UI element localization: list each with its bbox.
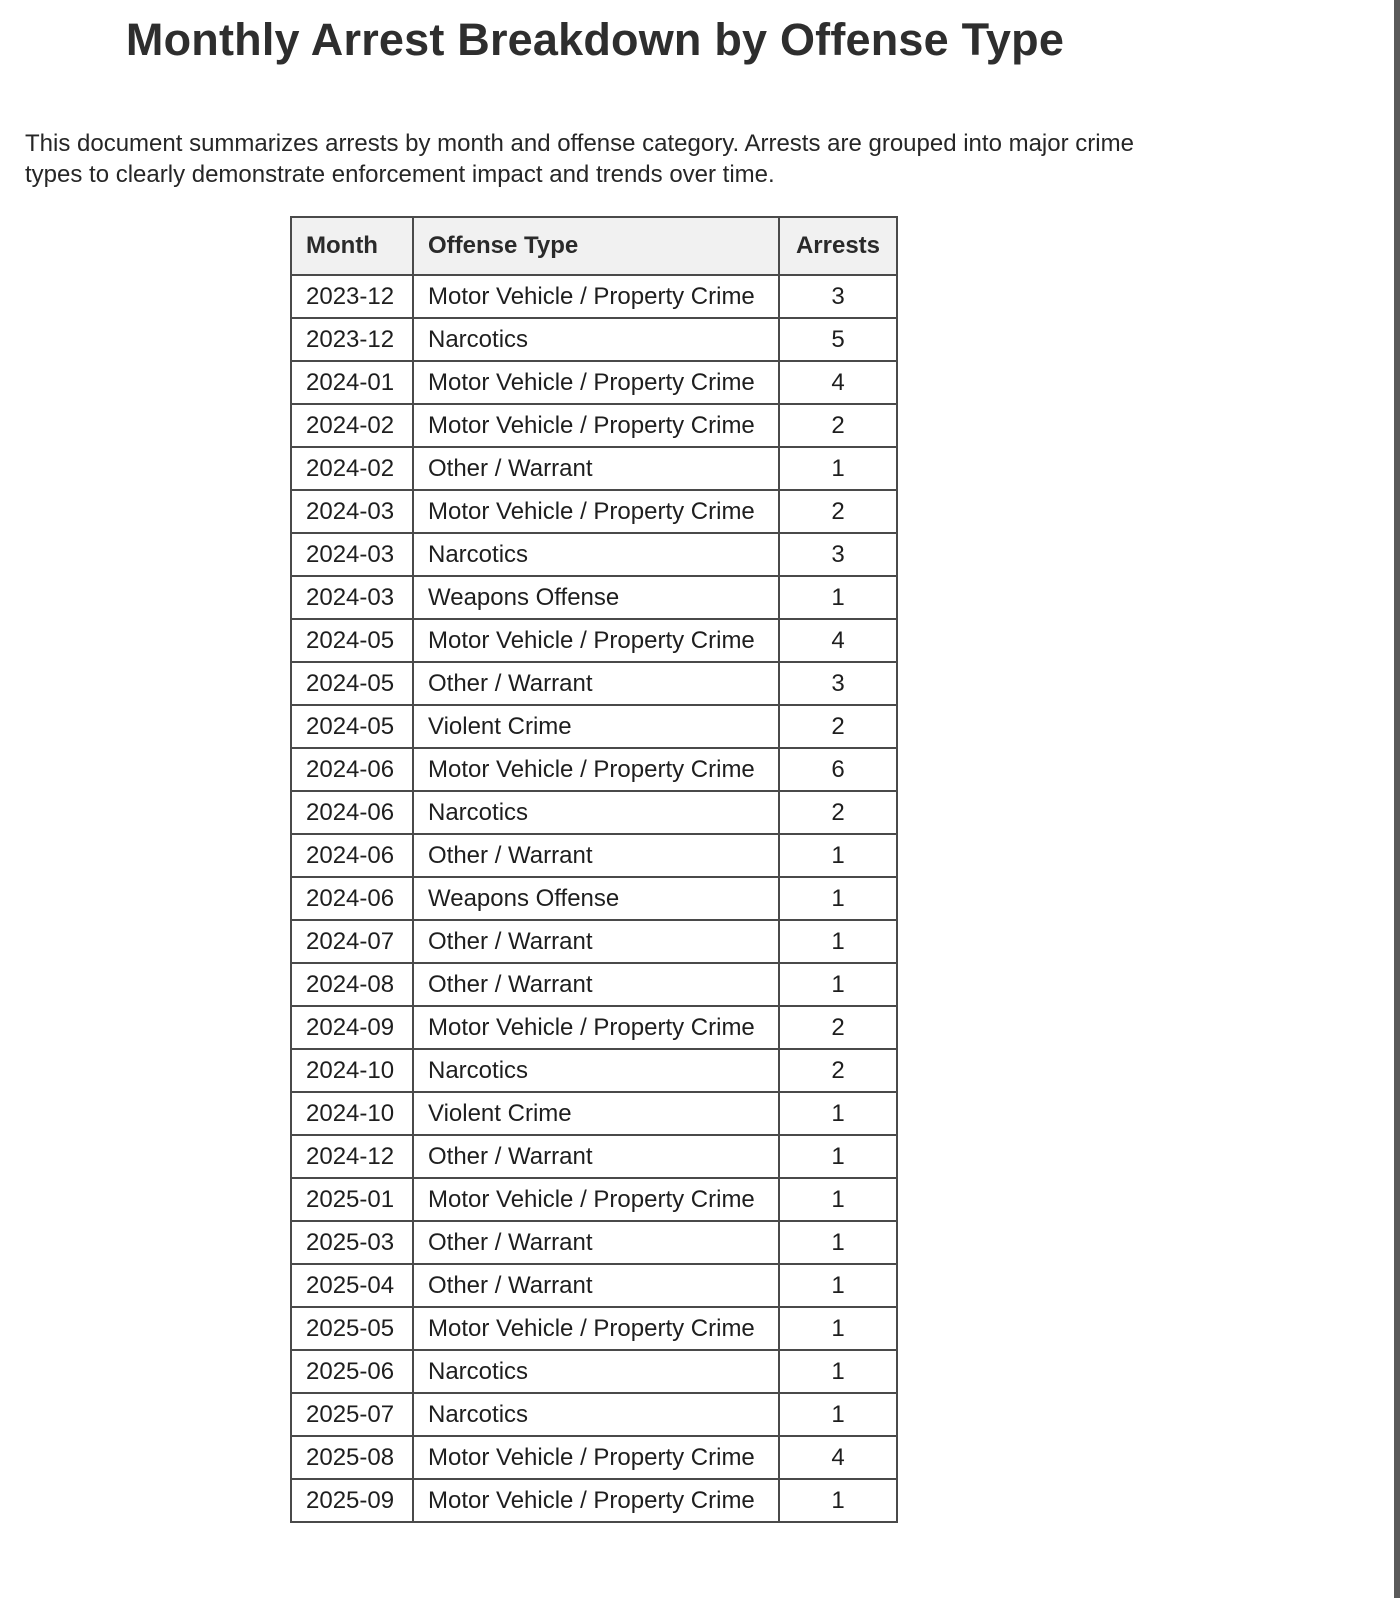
arrests-cell: 1 <box>779 447 897 490</box>
page-edge-bar <box>1394 0 1400 1598</box>
table-row <box>291 1092 897 1135</box>
month-cell: 2024-06 <box>291 791 413 834</box>
arrests-cell: 3 <box>779 662 897 705</box>
month-cell: 2024-06 <box>291 748 413 791</box>
offense-type-cell: Other / Warrant <box>413 1264 779 1307</box>
table-row <box>291 662 897 705</box>
table-row <box>291 1479 897 1522</box>
month-cell: 2023-12 <box>291 275 413 318</box>
table-row <box>291 748 897 791</box>
arrests-cell: 1 <box>779 1350 897 1393</box>
offense-type-cell: Motor Vehicle / Property Crime <box>413 1006 779 1049</box>
table-row <box>291 1006 897 1049</box>
month-cell: 2025-01 <box>291 1178 413 1221</box>
table-row <box>291 1350 897 1393</box>
arrests-cell: 1 <box>779 1307 897 1350</box>
table-row <box>291 1221 897 1264</box>
offense-type-cell: Motor Vehicle / Property Crime <box>413 1436 779 1479</box>
offense-type-cell: Violent Crime <box>413 1092 779 1135</box>
offense-type-cell: Motor Vehicle / Property Crime <box>413 748 779 791</box>
month-cell: 2024-07 <box>291 920 413 963</box>
arrests-cell: 6 <box>779 748 897 791</box>
offense-type-cell: Narcotics <box>413 533 779 576</box>
table-row <box>291 834 897 877</box>
header-offense-type: Offense Type <box>413 217 779 275</box>
offense-type-cell: Other / Warrant <box>413 1135 779 1178</box>
offense-type-cell: Weapons Offense <box>413 576 779 619</box>
arrests-cell: 1 <box>779 1393 897 1436</box>
arrests-cell: 4 <box>779 1436 897 1479</box>
offense-type-cell: Narcotics <box>413 1049 779 1092</box>
table-row <box>291 576 897 619</box>
month-cell: 2024-09 <box>291 1006 413 1049</box>
table-header-row <box>291 217 897 275</box>
offense-type-cell: Other / Warrant <box>413 1221 779 1264</box>
arrests-cell: 1 <box>779 1178 897 1221</box>
arrests-cell: 1 <box>779 1479 897 1522</box>
arrests-cell: 2 <box>779 705 897 748</box>
month-cell: 2025-04 <box>291 1264 413 1307</box>
arrests-cell: 3 <box>779 533 897 576</box>
month-cell: 2023-12 <box>291 318 413 361</box>
month-cell: 2025-07 <box>291 1393 413 1436</box>
table-row <box>291 1307 897 1350</box>
table-row <box>291 1049 897 1092</box>
arrests-cell: 4 <box>779 619 897 662</box>
table-row <box>291 1178 897 1221</box>
table-row <box>291 920 897 963</box>
arrests-cell: 2 <box>779 1049 897 1092</box>
month-cell: 2024-10 <box>291 1092 413 1135</box>
offense-type-cell: Other / Warrant <box>413 834 779 877</box>
arrests-cell: 1 <box>779 1264 897 1307</box>
table-row <box>291 1264 897 1307</box>
offense-type-cell: Motor Vehicle / Property Crime <box>413 1178 779 1221</box>
table-row <box>291 1436 897 1479</box>
month-cell: 2024-01 <box>291 361 413 404</box>
month-cell: 2025-06 <box>291 1350 413 1393</box>
offense-type-cell: Other / Warrant <box>413 447 779 490</box>
arrests-cell: 1 <box>779 1221 897 1264</box>
arrests-cell: 4 <box>779 361 897 404</box>
month-cell: 2024-03 <box>291 490 413 533</box>
table-row <box>291 963 897 1006</box>
offense-type-cell: Narcotics <box>413 791 779 834</box>
month-cell: 2024-02 <box>291 404 413 447</box>
table-row <box>291 318 897 361</box>
arrests-cell: 1 <box>779 877 897 920</box>
offense-type-cell: Violent Crime <box>413 705 779 748</box>
table-row <box>291 361 897 404</box>
table-row <box>291 619 897 662</box>
table-row <box>291 490 897 533</box>
offense-type-cell: Motor Vehicle / Property Crime <box>413 361 779 404</box>
offense-type-cell: Motor Vehicle / Property Crime <box>413 1479 779 1522</box>
arrests-cell: 1 <box>779 920 897 963</box>
table-body <box>291 275 897 1522</box>
table-row <box>291 705 897 748</box>
month-cell: 2024-06 <box>291 877 413 920</box>
month-cell: 2025-08 <box>291 1436 413 1479</box>
month-cell: 2025-05 <box>291 1307 413 1350</box>
document-title: Monthly Arrest Breakdown by Offense Type <box>125 14 1065 65</box>
offense-type-cell: Other / Warrant <box>413 920 779 963</box>
offense-type-cell: Other / Warrant <box>413 963 779 1006</box>
month-cell: 2024-03 <box>291 533 413 576</box>
month-cell: 2024-12 <box>291 1135 413 1178</box>
offense-type-cell: Narcotics <box>413 318 779 361</box>
arrests-cell: 1 <box>779 963 897 1006</box>
month-cell: 2025-03 <box>291 1221 413 1264</box>
month-cell: 2024-02 <box>291 447 413 490</box>
table-row <box>291 447 897 490</box>
table-row <box>291 1393 897 1436</box>
offense-type-cell: Weapons Offense <box>413 877 779 920</box>
month-cell: 2024-10 <box>291 1049 413 1092</box>
table-row <box>291 791 897 834</box>
arrests-cell: 1 <box>779 834 897 877</box>
month-cell: 2024-05 <box>291 662 413 705</box>
month-cell: 2024-08 <box>291 963 413 1006</box>
table-row <box>291 533 897 576</box>
arrests-cell: 2 <box>779 1006 897 1049</box>
month-cell: 2024-05 <box>291 619 413 662</box>
header-month: Month <box>291 217 413 275</box>
arrests-cell: 1 <box>779 1135 897 1178</box>
month-cell: 2024-06 <box>291 834 413 877</box>
month-cell: 2024-05 <box>291 705 413 748</box>
offense-type-cell: Motor Vehicle / Property Crime <box>413 619 779 662</box>
table-row <box>291 404 897 447</box>
arrests-cell: 2 <box>779 490 897 533</box>
offense-type-cell: Motor Vehicle / Property Crime <box>413 490 779 533</box>
arrests-cell: 2 <box>779 404 897 447</box>
arrests-cell: 2 <box>779 791 897 834</box>
offense-type-cell: Motor Vehicle / Property Crime <box>413 1307 779 1350</box>
table-row <box>291 1135 897 1178</box>
table-row <box>291 275 897 318</box>
header-arrests: Arrests <box>779 217 897 275</box>
offense-type-cell: Narcotics <box>413 1393 779 1436</box>
offense-type-cell: Other / Warrant <box>413 662 779 705</box>
table-row <box>291 877 897 920</box>
month-cell: 2025-09 <box>291 1479 413 1522</box>
arrests-table <box>290 216 898 1523</box>
intro-paragraph: This document summarizes arrests by month and offense category. Arrests are grouped into major crime types to clearly demonstrate enforcement impact and trends over time. <box>25 130 1134 188</box>
arrests-cell: 3 <box>779 275 897 318</box>
month-cell: 2024-03 <box>291 576 413 619</box>
offense-type-cell: Motor Vehicle / Property Crime <box>413 275 779 318</box>
arrests-cell: 1 <box>779 576 897 619</box>
arrests-cell: 1 <box>779 1092 897 1135</box>
offense-type-cell: Narcotics <box>413 1350 779 1393</box>
offense-type-cell: Motor Vehicle / Property Crime <box>413 404 779 447</box>
arrests-cell: 5 <box>779 318 897 361</box>
